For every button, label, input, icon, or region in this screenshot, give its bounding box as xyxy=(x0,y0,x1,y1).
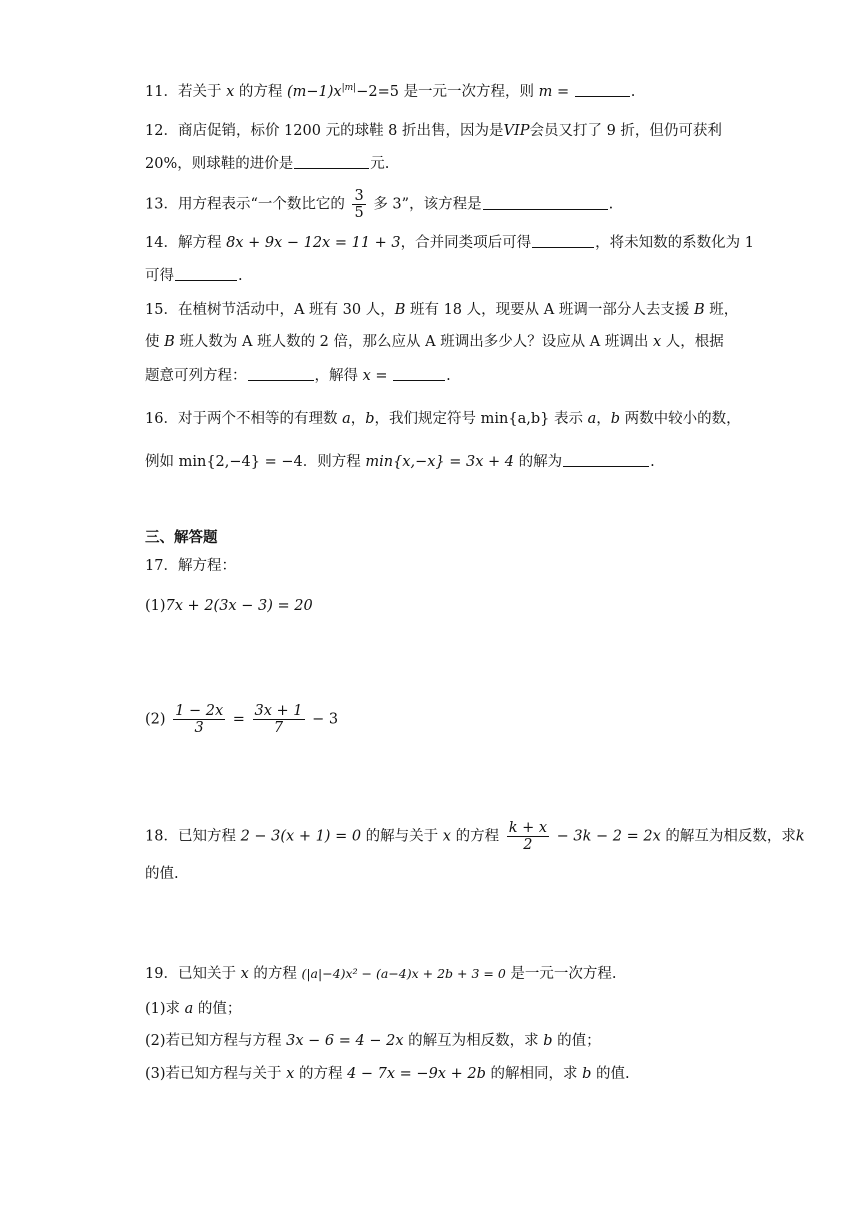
q14-text: 14．解方程 xyxy=(145,235,227,251)
q14-end: . xyxy=(238,268,243,284)
q17-tail: − 3 xyxy=(307,711,339,728)
q15-text-6: 人，根据 xyxy=(661,334,724,350)
q19-text-3: 是一元一次方程. xyxy=(505,966,617,982)
fraction-numerator: 3x + 1 xyxy=(254,703,303,719)
q16-min-symbol: min{a,b} xyxy=(480,411,550,427)
q11-exponent: |m| xyxy=(341,83,357,93)
question-17-part-1 xyxy=(145,596,313,616)
q16-var-a: a xyxy=(342,411,351,427)
question-19-part-3 xyxy=(145,1064,630,1084)
q19-p3-equation: 4 − 7x = −9x + 2b xyxy=(347,1066,486,1082)
question-12-line-1 xyxy=(145,121,722,141)
answer-blank[interactable] xyxy=(294,153,369,169)
q11-equation: (m−1)x xyxy=(286,83,342,100)
question-12-line-2 xyxy=(145,153,389,174)
q14-text-2: ，合并同类项后可得 xyxy=(400,235,532,251)
q16-var-b: b xyxy=(610,411,621,427)
question-18-line-1 xyxy=(145,820,805,853)
question-17-part-2 xyxy=(145,703,338,736)
q18-text-4: 的解互为相反数，求 xyxy=(660,828,796,845)
fraction-denominator: 7 xyxy=(273,720,284,736)
q11-text: 11．若关于 xyxy=(145,83,222,100)
q15-text-2: 班有 18 人，现要从 A 班调一部分人去支援 xyxy=(405,302,694,318)
q19-var-a: a xyxy=(184,1001,194,1017)
q12-text: 12．商店促销，标价 1200 元的球鞋 8 折出售，因为是 xyxy=(145,123,504,139)
q15-class-b: B xyxy=(394,302,406,318)
q13-text: 13．用方程表示“一个数比它的 xyxy=(145,196,345,213)
question-15-line-3 xyxy=(145,365,451,386)
q18-text-2: 的解与关于 xyxy=(361,828,443,845)
q19-var-x: x xyxy=(286,1066,295,1082)
question-19-part-2 xyxy=(145,1031,601,1051)
q15-text-7: 题意可列方程： xyxy=(145,368,247,384)
q14-equation: 8x + 9x − 12x = 11 + 3 xyxy=(226,235,401,251)
q17-fraction-right xyxy=(253,703,305,736)
question-14-line-1 xyxy=(145,232,754,253)
q19-p3-text-4: 的值. xyxy=(591,1066,630,1082)
q19-var-b: b xyxy=(543,1033,553,1049)
question-19-line-1 xyxy=(145,964,617,984)
q18-text-3: 的方程 xyxy=(450,828,500,845)
q11-text-3: 是一元一次方程，则 xyxy=(403,83,535,100)
answer-blank[interactable] xyxy=(563,451,649,467)
q19-p2-text: (2)若已知方程与方程 xyxy=(145,1033,287,1049)
q16-var-a: a xyxy=(587,411,597,427)
q18-text: 18．已知方程 xyxy=(145,828,241,845)
question-15-line-1 xyxy=(145,300,738,320)
q16-text-5: 例如 xyxy=(145,454,179,470)
q15-class-b: B xyxy=(693,302,705,318)
question-18-line-2: 的值. xyxy=(145,866,179,882)
q12-text-2: 会员又打了 9 折，但仍可获利 xyxy=(529,123,722,139)
q11-eqsign: = xyxy=(552,83,574,100)
q16-text-6: ．则方程 xyxy=(302,454,366,470)
part-label: (2) xyxy=(145,711,166,728)
q16-text-7: 的解为 xyxy=(514,454,563,470)
q16-text: 16．对于两个不相等的有理数 xyxy=(145,411,343,427)
question-16-line-1 xyxy=(145,409,741,429)
q11-text-2: 的方程 xyxy=(238,83,283,100)
q15-class-b: B xyxy=(164,334,175,350)
q13-end: . xyxy=(608,196,614,213)
q19-p2-equation: 3x − 6 = 4 − 2x xyxy=(286,1033,404,1049)
answer-blank[interactable] xyxy=(175,265,237,281)
fraction-numerator: 1 − 2x xyxy=(175,703,224,719)
answer-blank[interactable] xyxy=(483,194,608,210)
q19-p3-text-2: 的方程 xyxy=(294,1066,348,1082)
q15-text-4: 使 xyxy=(145,334,165,350)
q19-p3-text: (3)若已知方程与关于 xyxy=(145,1066,287,1082)
q15-end: . xyxy=(446,368,451,384)
q12-text-4: 元. xyxy=(370,156,390,172)
answer-blank[interactable] xyxy=(248,365,314,381)
answer-blank[interactable] xyxy=(575,81,630,97)
q15-text: 15．在植树节活动中，A 班有 30 人， xyxy=(145,302,395,318)
q19-p1-text: (1)求 xyxy=(145,1001,185,1017)
q15-text-8: ，解得 xyxy=(314,368,363,384)
q19-text: 19．已知关于 xyxy=(145,966,241,982)
q18-equation-1: 2 − 3(x + 1) = 0 xyxy=(240,828,362,845)
q16-text-3: 表示 xyxy=(549,411,588,427)
q18-var-k: k xyxy=(795,828,805,845)
q19-var-b: b xyxy=(582,1066,592,1082)
answer-blank[interactable] xyxy=(532,232,594,248)
q11-var-m: m xyxy=(538,83,553,100)
section-heading: 三、解答题 xyxy=(145,529,218,546)
q18-equation-2: − 3k − 2 = 2x xyxy=(552,828,661,845)
question-11 xyxy=(145,78,635,102)
fraction-denominator: 3 xyxy=(194,720,204,736)
fraction-numerator: 3 xyxy=(354,188,364,204)
answer-blank[interactable] xyxy=(393,365,445,381)
q13-text-2: 多 3”，该方程是 xyxy=(373,196,482,213)
q19-p3-text-3: 的解相同，求 xyxy=(485,1066,583,1082)
question-14-line-2 xyxy=(145,265,243,286)
q19-var-x: x xyxy=(240,966,249,982)
question-19-part-1 xyxy=(145,999,241,1019)
question-17-title: 17．解方程： xyxy=(145,558,236,574)
fraction-numerator: k + x xyxy=(508,820,548,836)
q11-end: . xyxy=(630,83,636,100)
q19-p2-text-2: 的解互为相反数，求 xyxy=(403,1033,544,1049)
q19-p1-text-2: 的值； xyxy=(193,1001,242,1017)
question-16-line-2 xyxy=(145,451,655,472)
q16-var-b: b xyxy=(365,411,375,427)
part-label: (1) xyxy=(145,598,166,614)
q15-var-x: x xyxy=(362,368,371,384)
q19-p2-text-3: 的值； xyxy=(552,1033,601,1049)
q15-var-x: x xyxy=(653,334,662,350)
q18-fraction xyxy=(507,820,549,853)
q14-text-4: 可得 xyxy=(145,268,174,284)
q16-text-2: ，我们规定符号 xyxy=(374,411,481,427)
q12-text-3: 20%，则球鞋的进价是 xyxy=(145,156,294,172)
q19-text-2: 的方程 xyxy=(248,966,302,982)
q16-end: . xyxy=(650,454,655,470)
q16-comma: ， xyxy=(350,411,366,427)
q17-equation-1: 7x + 2(3x − 3) = 20 xyxy=(165,598,313,614)
question-13 xyxy=(145,188,613,221)
q12-vip: VIP xyxy=(503,123,530,139)
q18-var-x: x xyxy=(442,828,451,845)
fraction-denominator: 5 xyxy=(354,205,364,221)
q14-text-3: ，将未知数的系数化为 1 xyxy=(595,235,754,251)
q19-equation: (|a|−4)x² − (a−4)x + 2b + 3 = 0 xyxy=(301,966,506,981)
fraction-denominator: 2 xyxy=(523,837,533,853)
question-15-line-2 xyxy=(145,332,724,352)
q13-fraction xyxy=(352,188,365,221)
q11-var-x: x xyxy=(226,83,235,100)
q17-eqsign: = xyxy=(228,711,250,728)
q16-comma: ， xyxy=(596,411,611,427)
q16-text-4: 两数中较小的数， xyxy=(620,411,741,427)
q11-equation-rest: −2=5 xyxy=(356,83,399,100)
q17-fraction-left xyxy=(173,703,225,736)
q16-example: min{2,−4} = −4 xyxy=(178,454,303,470)
q15-text-3: 班， xyxy=(704,302,739,318)
q15-eqsign: = xyxy=(370,368,393,384)
q15-text-5: 班人数为 A 班人数的 2 倍，那么应从 A 班调出多少人？设应从 A 班调出 xyxy=(174,334,653,350)
q16-equation: min{x,−x} = 3x + 4 xyxy=(365,454,515,470)
